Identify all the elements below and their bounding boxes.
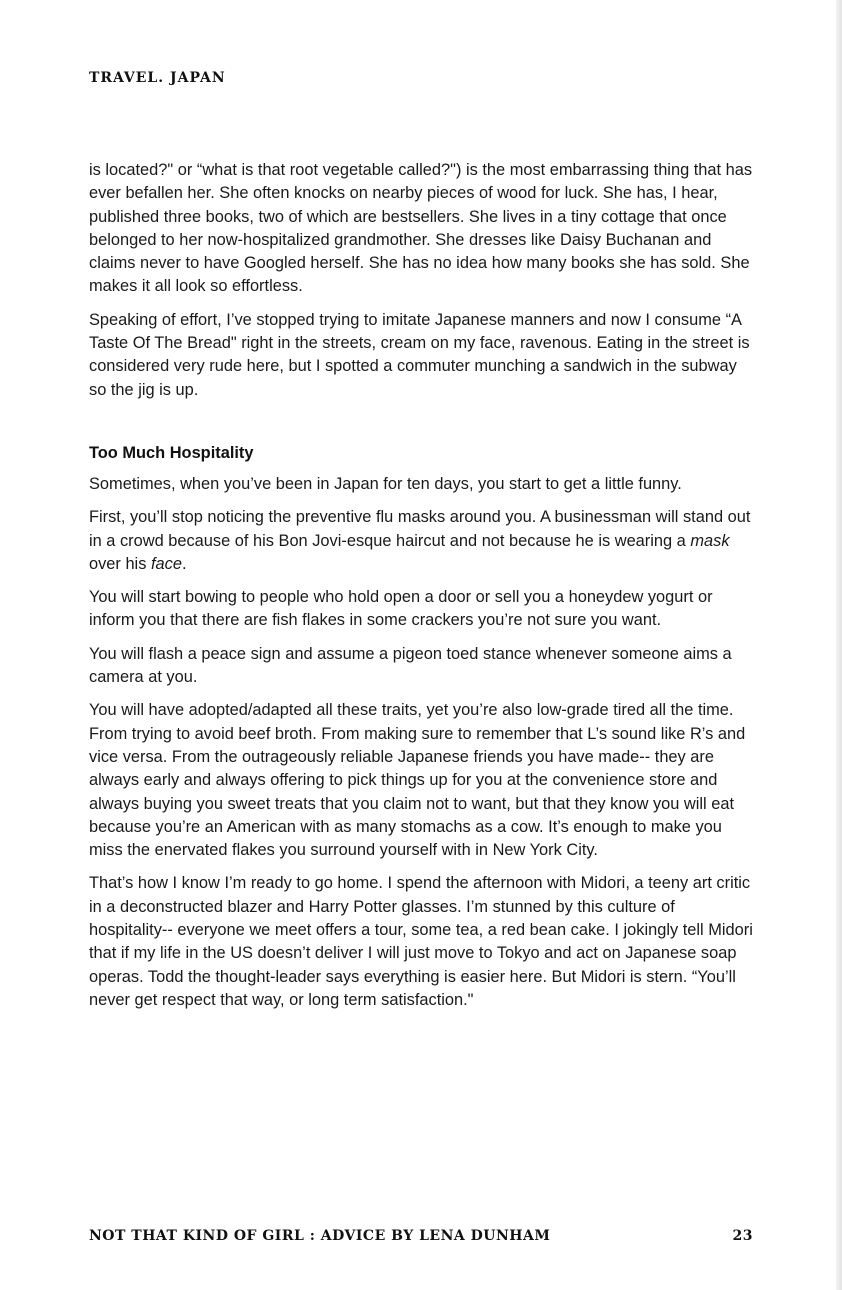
paragraph: You will flash a peace sign and assume a pigeon toed stance whenever someone aims a camera at you.: [89, 644, 732, 687]
page-number: 23: [732, 1228, 753, 1244]
text-run: .: [181, 554, 187, 573]
footer-book-title: NOT THAT KIND OF GIRL : ADVICE BY LENA DUNHAM: [89, 1228, 551, 1244]
paragraph: You will have adopted/adapted all these traits, yet you’re also low-grade tired all the time. From trying to avoid beef broth. From making sure to remember that L’s sound like R’s and vice versa. From the outrageously reliable Japanese friends you have made-- they are always early and always offering to pick things up for you at the convenience store and always buying you sweet treats that you claim not to want, but that they know you will eat because you’re an American with as many stomachs as a cow. It’s enough to make you miss the enervated flakes you surround yourself with in New York City.: [89, 701, 746, 860]
paragraph: You will start bowing to people who hold open a door or sell you a honeydew yogurt or inform you that there are fish flakes in some crackers you’re not sure you want.: [89, 588, 713, 630]
running-header: TRAVEL. JAPAN: [89, 70, 226, 86]
page-footer: [89, 1228, 753, 1244]
paragraph: Sometimes, when you’ve been in Japan for ten days, you start to get a little funny.: [89, 474, 682, 493]
emphasis-face: face: [150, 554, 182, 573]
section-heading: Too Much Hospitality: [89, 443, 254, 462]
text-run: First, you’ll stop noticing the preventive flu masks around you. A businessman will stand out in a crowd because of his Bon Jovi-esque haircut and not because he is wearing a: [89, 508, 751, 550]
paragraph: That’s how I know I’m ready to go home. I spend the afternoon with Midori, a teeny art critic in a deconstructed blazer and Harry Potter glasses. I’m stunned by this culture of hospitality-- everyone we meet offers a tour, some tea, a red bean cake. I jokingly tell Midori that if my life in the US doesn’t deliver I will just move to Tokyo and act on Japanese soap operas. Todd the thought-leader says everything is easier here. But Midori is stern. “You’ll never get respect that way, or long term satisfaction.": [89, 874, 753, 1009]
emphasis-mask: mask: [690, 531, 730, 550]
article-body: [89, 159, 753, 1022]
text-run: over his: [89, 554, 151, 573]
page-edge-shadow: [836, 0, 842, 1290]
paragraph: is located?" or “what is that root vegetable called?") is the most embarrassing thing that has ever befallen her. She often knocks on nearby pieces of wood for luck. She has, I hear, published three books, two of which are bestsellers. She lives in a tiny cottage that once belonged to her now-hospitalized grandmother. She dresses like Daisy Buchanan and claims never to have Googled herself. She has no idea how many books she has sold. She makes it all look so effortless.: [89, 161, 753, 296]
paragraph: [89, 506, 753, 576]
paragraph: Speaking of effort, I’ve stopped trying to imitate Japanese manners and now I consume “A Taste Of The Bread" right in the streets, cream on my face, ravenous. Eating in the street is considered very rude here, but I spotted a commuter munching a sandwich in the subway so the jig is up.: [89, 310, 750, 399]
